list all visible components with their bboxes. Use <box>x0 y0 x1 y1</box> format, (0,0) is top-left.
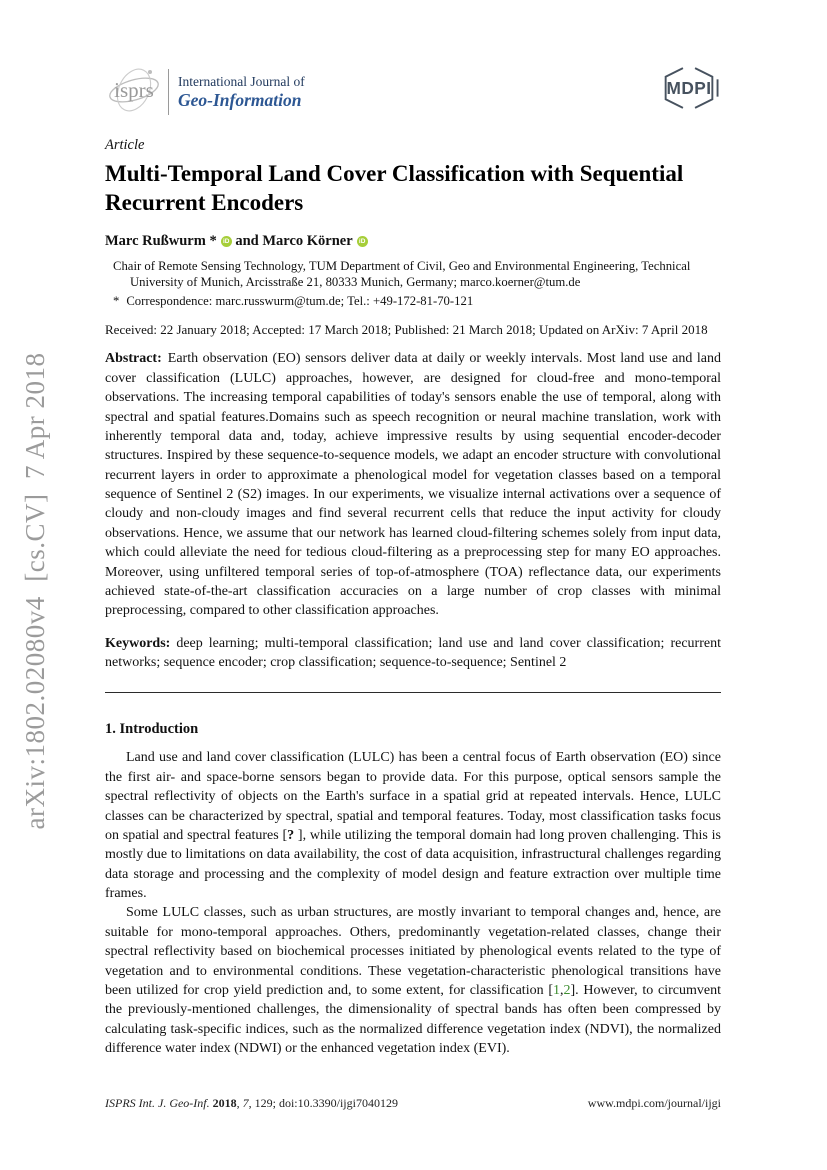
footer-journal-name: ISPRS Int. J. Geo-Inf. <box>105 1096 213 1110</box>
author-name-2: Marco Körner <box>262 232 353 249</box>
correspondence-post: ; Tel.: +49-172-81-70-121 <box>340 293 474 308</box>
intro-paragraph-2 <box>105 903 721 1058</box>
mdpi-logo-icon <box>657 64 721 117</box>
correspondence-marker: * <box>113 293 120 308</box>
author-name-1: Marc Rußwurm * <box>105 232 217 249</box>
keywords-label: Keywords: <box>105 635 171 651</box>
abstract-text: Earth observation (EO) sensors deliver data at daily or weekly intervals. Most land use and land cover classification (LULC) approaches, however, are designed for cloud-free and mono-temporal observations. The increasing temporal capabilities of today's sensors enable the use of temporal, along with spectral and spatial features.Domains such as speech recognition or neural machine translation, work with inherently temporal data and, today, achieve impressive results by using sequential encoder-decoder structures. Inspired by these sequence-to-sequence models, we adapt an encoder structure with convolutional recurrent layers in order to approximate a phenological model for vegetation classes based on a temporal sequence of Sentinel 2 (S2) images. In our experiments, we visualize internal activations over a sequence of cloudy and non-cloudy images and find several recurrent cells that reduce the input activity for cloudy observations. Hence, we assume that our network has learned cloud-filtering schemes solely from input data, which could alleviate the need for tedious cloud-filtering as a preprocessing step for many EO approaches. Moreover, using unfiltered temporal series of top-of-atmosphere (TOA) reflectance data, our experiments achieved state-of-the-art classification accuracies on a large number of crop classes with minimal preprocessing, compared to other classification approaches. <box>105 351 721 619</box>
journal-title-line1: International Journal of <box>178 73 305 89</box>
mdpi-logo-text: MDPI <box>666 78 712 99</box>
section-heading-introduction: 1. Introduction <box>105 721 199 738</box>
journal-url-link[interactable]: www.mdpi.com/journal/ijgi <box>587 1096 721 1110</box>
footer-volume: 7 <box>242 1096 249 1110</box>
orcid-icon[interactable]: iD <box>221 236 232 247</box>
abstract-label: Abstract: <box>105 351 162 367</box>
orcid-icon[interactable]: iD <box>357 236 368 247</box>
correspondence-line <box>105 293 721 310</box>
paragraph-text: Land use and land cover classification (LULC) has been a central focus of Earth observation (EO) since the first air- and space-borne sensors began to provide data. For this purpose, optical sensors sample the spectral reflectivity of objects on the Earth's surface in a spatial grid at repeated intervals. Hence, LULC classes can be characterized by spectral, spatial and temporal features. Today, most classification tasks focus on spatial and spectral features [ <box>105 750 721 843</box>
arxiv-watermark: arXiv:1802.02080v4 [cs.CV] 7 Apr 2018 <box>20 352 50 830</box>
affiliation-text <box>105 258 721 291</box>
authors-separator: and <box>231 232 263 249</box>
page-content <box>105 0 721 1058</box>
keywords-paragraph <box>105 634 721 673</box>
citation-comma: , <box>560 982 564 998</box>
affiliation-pre: Chair of Remote Sensing Technology, TUM Department of Civil, Geo and Environmental Engineering, Technical University of Munich, Arcisstraße 21, 80333 Munich, Germany; <box>113 258 691 290</box>
abstract-paragraph <box>105 349 721 620</box>
section-divider <box>105 692 721 693</box>
citation-link-2[interactable]: 2 <box>563 982 571 998</box>
footer-separator: , <box>236 1096 243 1110</box>
paragraph-text: ], while utilizing the temporal domain had long proven challenging. This is mostly due to limitations on data availability, the cost of data acquisition, infrastructural challenges regarding data storage and processing and the complexity of model design and feature extraction over multiple time frames. <box>105 827 721 902</box>
journal-citation <box>105 1096 398 1111</box>
journal-title-line2: Geo-Information <box>178 90 302 111</box>
dates-line: Received: 22 January 2018; Accepted: 17 March 2018; Published: 21 March 2018; Updated on ArXiv: 7 April 2018 <box>105 322 708 338</box>
journal-brand <box>105 64 305 119</box>
unresolved-citation: ? <box>287 827 295 843</box>
intro-paragraph-1 <box>105 748 721 903</box>
isprs-logo-text: isprs <box>114 78 154 102</box>
keywords-text: deep learning; multi-temporal classification; land use and land cover classification; recurrent networks; sequence encoder; crop classification; sequence-to-sequence; Sentinel 2 <box>105 635 721 671</box>
paragraph-text: Some LULC classes, such as urban structures, are mostly invariant to temporal changes and, hence, are suitable for mono-temporal approaches. Others, predominantly vegetation-related classes, change their spectral reflectivity based on biochemical processes initiated by phenological events related to the type of vegetation and to environmental conditions. These vegetation-characteristic phenological transitions have been utilized for crop yield prediction and, to some extent, for classification [ <box>105 905 721 998</box>
affiliation-email-link[interactable]: marco.koerner@tum.de <box>460 275 581 290</box>
citation-link-1[interactable]: 1 <box>553 982 560 998</box>
correspondence-email-link[interactable]: marc.russwurm@tum.de <box>215 293 341 308</box>
article-type-label: Article <box>105 137 145 153</box>
footer-doi: , 129; doi:10.3390/ijgi7040129 <box>248 1096 398 1110</box>
journal-header <box>105 64 721 119</box>
isprs-logo-icon <box>105 64 163 119</box>
authors-line <box>105 233 721 250</box>
footer-year: 2018 <box>212 1096 237 1110</box>
journal-title <box>178 73 305 111</box>
paper-title: Multi-Temporal Land Cover Classification with Sequential Recurrent Encoders <box>105 161 684 215</box>
page-footer <box>105 1096 721 1111</box>
brand-divider <box>168 69 169 115</box>
paragraph-text: ]. However, to circumvent the previously-mentioned challenges, the dimensionality of spectral bands has often been compressed by calculating task-specific indices, such as the normalized difference vegetation index (NDVI), the normalized difference water index (NDWI) or the enhanced vegetation index (EVI). <box>105 982 722 1057</box>
correspondence-pre: Correspondence: <box>126 293 216 308</box>
